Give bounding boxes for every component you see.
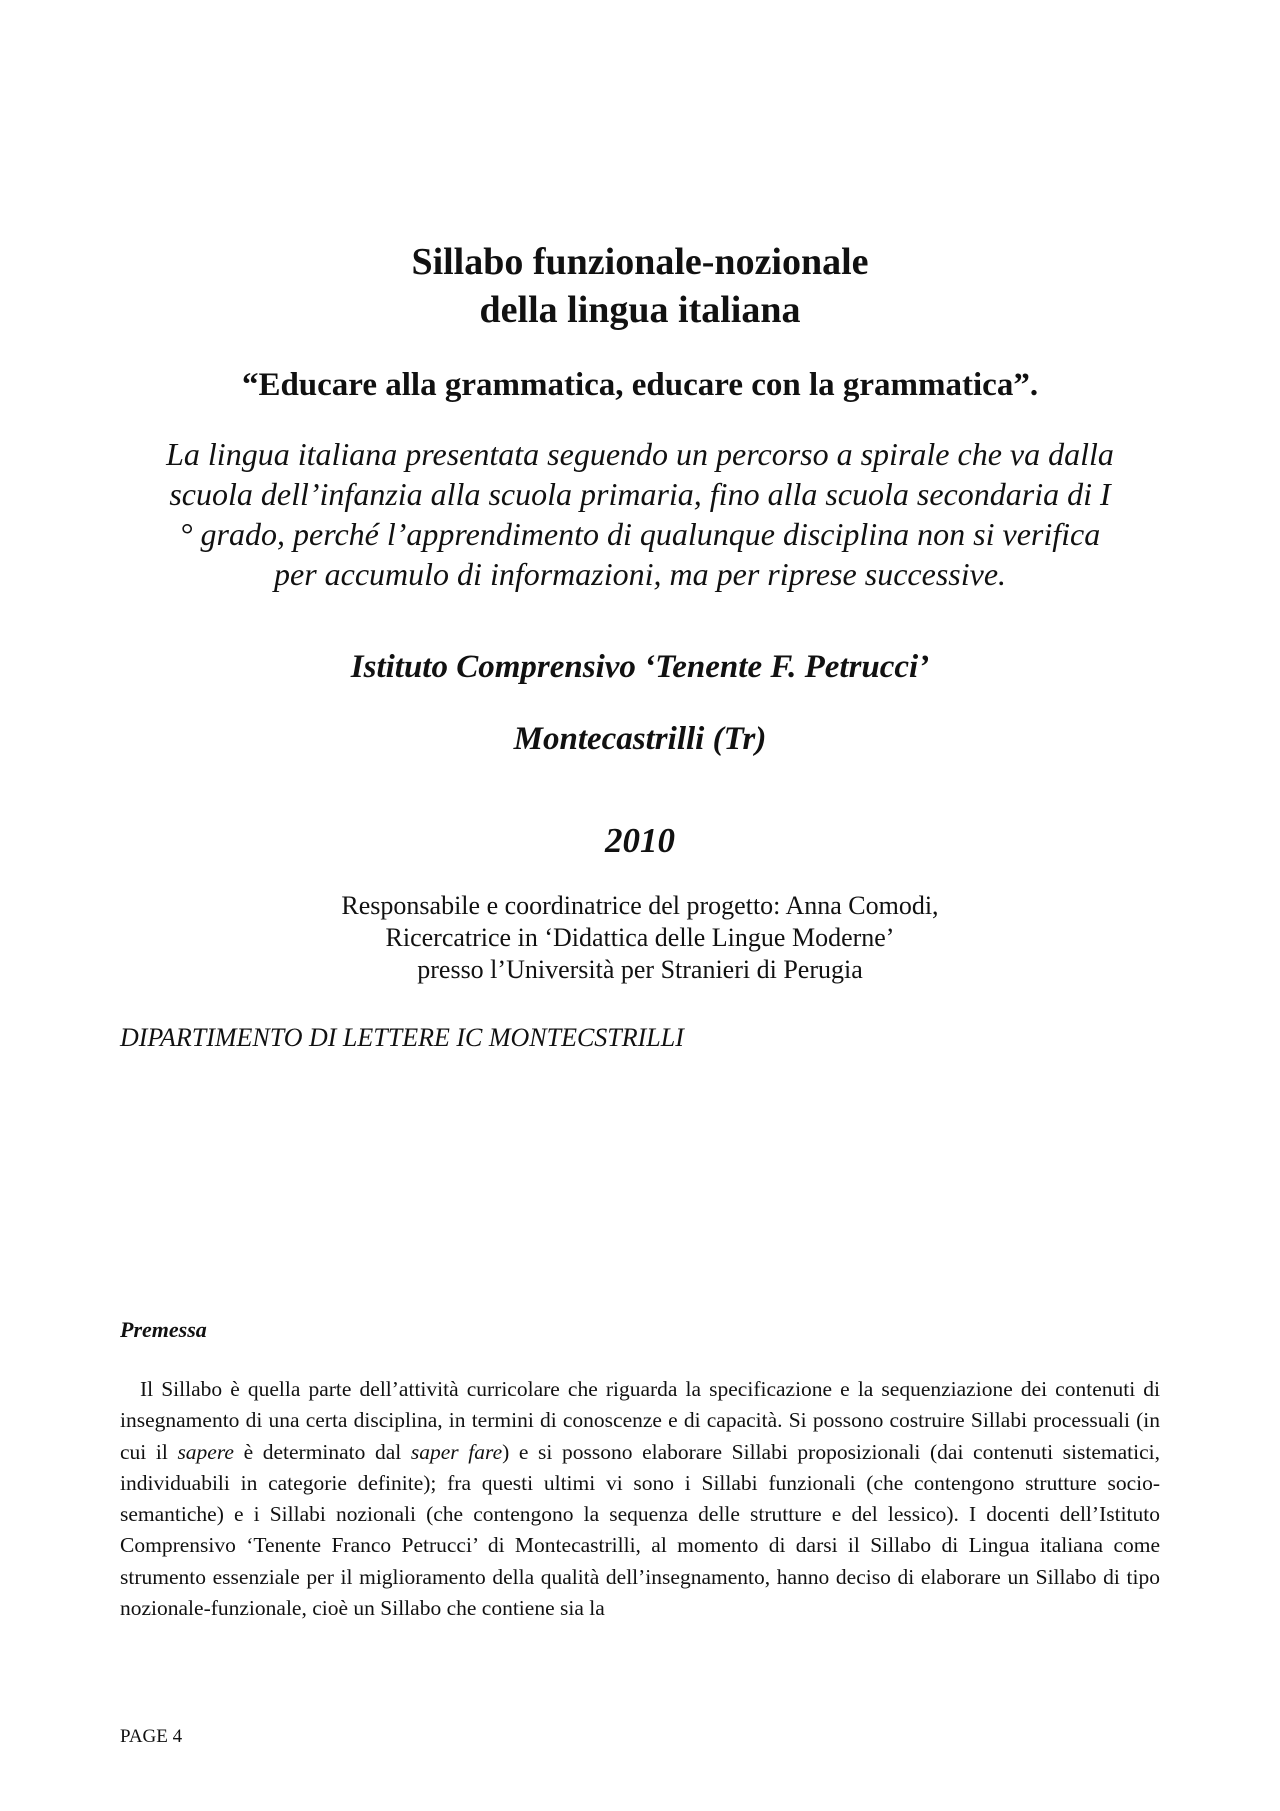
paragraph-part-3: ) e si possono elaborare Sillabi proposizionali (dai contenuti sistematici, individuabili in categorie definite); fra questi ultimi vi sono i Sillabi funzionali (che contengono strutture socio-semantiche) e i Sillabi nozionali (che contengono la sequenza delle strutture e del lessico). I docenti dell’Istituto Comprensivo ‘Tenente Franco Petrucci’ di Montecastrilli, al momento di darsi il Sillabo di Lingua italiana come strumento essenziale per il miglioramento della qualità dell’insegnamento, hanno deciso di elaborare un Sillabo di tipo nozionale-funzionale, cioè un Sillabo che contiene sia la — [120, 1439, 1160, 1621]
project-credits — [0, 890, 1280, 986]
title-line-1: Sillabo funzionale-nozionale — [411, 241, 869, 283]
section-heading: Premessa — [120, 1317, 207, 1342]
paragraph-emphasis-saper-fare: saper fare — [410, 1439, 503, 1464]
paragraph-part-1: Il Sillabo è quella parte dell’attività curricolare che riguarda la specificazione e la sequenziazione dei contenuti di insegnamento di una certa disciplina, in termini di conoscenze e di capacità. Si possono costruire Sillabi processuali (in cui il — [120, 1377, 1160, 1464]
intro-line-3: ° grado, perché l’apprendimento di qualunque disciplina non si verifica — [179, 516, 1101, 552]
department-label: DIPARTIMENTO DI LETTERE IC MONTECSTRILLI — [120, 1023, 684, 1052]
premessa-paragraph — [120, 1374, 1160, 1624]
document-title — [0, 238, 1280, 334]
credits-line-3: presso l’Università per Stranieri di Perugia — [417, 955, 863, 984]
paragraph-emphasis-sapere: sapere — [177, 1439, 234, 1464]
paragraph-part-2: è determinato dal — [233, 1439, 411, 1464]
intro-line-2: scuola dell’infanzia alla scuola primaria, fino alla scuola secondaria di I — [169, 476, 1111, 512]
intro-paragraph — [112, 434, 1168, 594]
intro-line-4: per accumulo di informazioni, ma per riprese successive. — [273, 556, 1007, 592]
title-line-2: della lingua italiana — [479, 289, 801, 331]
document-year: 2010 — [605, 821, 675, 860]
institute-place: Montecastrilli (Tr) — [513, 721, 767, 757]
credits-line-2: Ricercatrice in ‘Didattica delle Lingue Moderne’ — [385, 923, 895, 952]
institute-name: Istituto Comprensivo ‘Tenente F. Petrucci’ — [350, 649, 930, 685]
intro-line-1: La lingua italiana presentata seguendo un percorso a spirale che va dalla — [166, 436, 1114, 472]
document-subtitle: “Educare alla grammatica, educare con la grammatica”. — [241, 367, 1039, 403]
credits-line-1: Responsabile e coordinatrice del progetto: Anna Comodi, — [341, 891, 939, 920]
page-number: PAGE 4 — [120, 1726, 183, 1747]
